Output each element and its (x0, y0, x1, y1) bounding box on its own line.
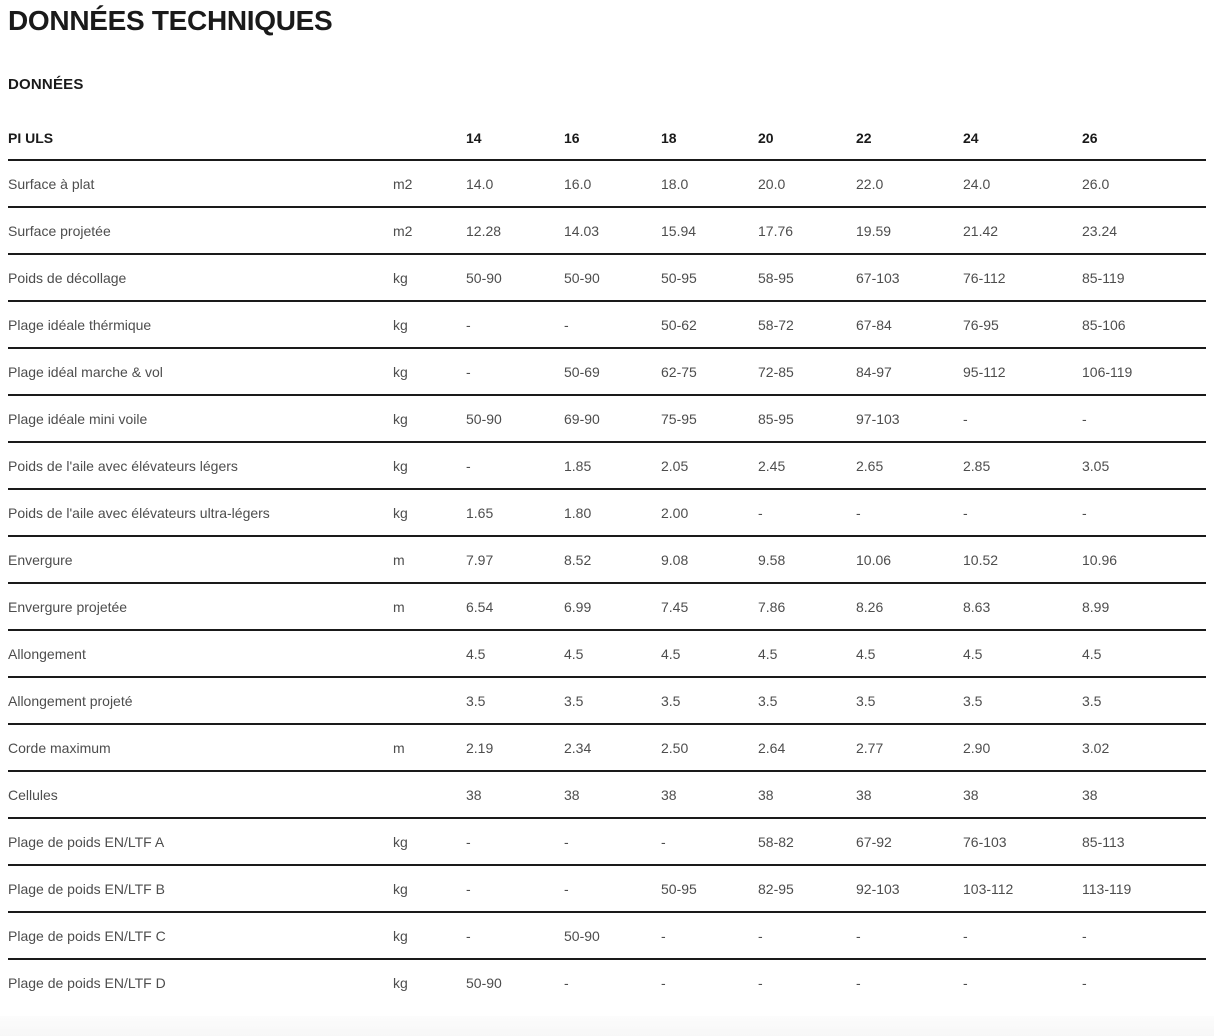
row-label: Cellules (8, 771, 393, 818)
row-value: 50-62 (661, 301, 758, 348)
row-label: Plage idéale mini voile (8, 395, 393, 442)
row-value: - (963, 912, 1082, 959)
row-value: 2.85 (963, 442, 1082, 489)
table-header-size: 24 (963, 130, 1082, 160)
row-value: 1.80 (564, 489, 661, 536)
table-header-size: 16 (564, 130, 661, 160)
row-value: 75-95 (661, 395, 758, 442)
row-value: 85-119 (1082, 254, 1206, 301)
row-value: 1.85 (564, 442, 661, 489)
row-value: 2.64 (758, 724, 856, 771)
table-row (8, 301, 1206, 348)
row-value: 38 (661, 771, 758, 818)
row-value: 58-72 (758, 301, 856, 348)
row-unit: kg (393, 254, 466, 301)
row-unit: kg (393, 865, 466, 912)
row-unit: kg (393, 348, 466, 395)
row-unit: kg (393, 301, 466, 348)
row-value: 72-85 (758, 348, 856, 395)
row-label: Plage de poids EN/LTF A (8, 818, 393, 865)
row-label: Plage idéal marche & vol (8, 348, 393, 395)
section-title: DONNÉES (8, 76, 84, 93)
row-value: 58-82 (758, 818, 856, 865)
row-value: 14.03 (564, 207, 661, 254)
row-value: 8.26 (856, 583, 963, 630)
row-value: 2.45 (758, 442, 856, 489)
row-value: 50-90 (466, 395, 564, 442)
row-value: - (661, 912, 758, 959)
row-value: - (466, 442, 564, 489)
row-value: 3.05 (1082, 442, 1206, 489)
technical-data-page (0, 4, 1214, 1006)
table-row (8, 724, 1206, 771)
row-value: - (1082, 912, 1206, 959)
row-value: 62-75 (661, 348, 758, 395)
row-value: 10.96 (1082, 536, 1206, 583)
row-unit (393, 630, 466, 677)
row-value: 50-90 (466, 975, 502, 991)
row-value: - (963, 489, 1082, 536)
row-label: Surface à plat (8, 160, 393, 207)
row-label: Plage de poids EN/LTF D (8, 975, 166, 991)
table-row (8, 207, 1206, 254)
table-row (8, 254, 1206, 301)
row-value: 92-103 (856, 865, 963, 912)
row-unit: m2 (393, 207, 466, 254)
row-value: - (661, 818, 758, 865)
row-value: 17.76 (758, 207, 856, 254)
row-value: 84-97 (856, 348, 963, 395)
table-row (8, 348, 1206, 395)
row-value: - (564, 865, 661, 912)
row-value: 2.90 (963, 724, 1082, 771)
row-value: - (564, 818, 661, 865)
row-value: - (466, 865, 564, 912)
row-value: 2.00 (661, 489, 758, 536)
row-value: - (1082, 975, 1087, 991)
row-value: 3.5 (661, 677, 758, 724)
table-header-unit (393, 130, 466, 160)
row-unit: m2 (393, 160, 466, 207)
row-value: 95-112 (963, 348, 1082, 395)
page-title: DONNÉES TECHNIQUES (8, 5, 333, 36)
row-value: 3.5 (963, 677, 1082, 724)
row-value: 2.77 (856, 724, 963, 771)
table-header (8, 130, 1206, 160)
row-value: - (1082, 395, 1206, 442)
row-unit: kg (393, 442, 466, 489)
row-value: 85-106 (1082, 301, 1206, 348)
row-value: 113-119 (1082, 865, 1206, 912)
row-unit: m (393, 536, 466, 583)
row-value: 106-119 (1082, 348, 1206, 395)
row-value: - (661, 975, 666, 991)
row-value: 50-90 (564, 254, 661, 301)
row-value: 21.42 (963, 207, 1082, 254)
row-value: 67-92 (856, 818, 963, 865)
row-unit (393, 771, 466, 818)
row-unit: kg (393, 912, 466, 959)
table-header-size: 22 (856, 130, 963, 160)
row-value: 4.5 (466, 630, 564, 677)
row-value: - (856, 975, 861, 991)
row-label: Envergure projetée (8, 583, 393, 630)
row-value: 76-103 (963, 818, 1082, 865)
table-row (8, 818, 1206, 865)
row-value: 14.0 (466, 160, 564, 207)
row-label: Envergure (8, 536, 393, 583)
row-value: 50-90 (564, 912, 661, 959)
row-value: 3.02 (1082, 724, 1206, 771)
row-value: - (856, 489, 963, 536)
table-row (8, 489, 1206, 536)
row-label: Poids de décollage (8, 254, 393, 301)
row-value: - (963, 395, 1082, 442)
table-header-size: 14 (466, 130, 564, 160)
row-value: - (758, 912, 856, 959)
row-value: 38 (758, 771, 856, 818)
table-row (8, 771, 1206, 818)
table-body (8, 160, 1206, 1006)
row-value: - (758, 489, 856, 536)
row-label: Poids de l'aile avec élévateurs légers (8, 442, 393, 489)
row-value: 7.45 (661, 583, 758, 630)
row-value: 4.5 (963, 630, 1082, 677)
table-row (8, 442, 1206, 489)
row-label: Poids de l'aile avec élévateurs ultra-légers (8, 489, 393, 536)
table-row (8, 865, 1206, 912)
row-value: 2.19 (466, 724, 564, 771)
footer-band (0, 1016, 1214, 1036)
row-value: 18.0 (661, 160, 758, 207)
row-value: 38 (466, 771, 564, 818)
row-value: - (466, 818, 564, 865)
row-value: 2.05 (661, 442, 758, 489)
row-value: - (564, 975, 569, 991)
row-label: Corde maximum (8, 724, 393, 771)
row-unit (393, 677, 466, 724)
row-value: 1.65 (466, 489, 564, 536)
row-value: 103-112 (963, 865, 1082, 912)
tech-data-table (8, 130, 1206, 1006)
row-value: 16.0 (564, 160, 661, 207)
row-value: 19.59 (856, 207, 963, 254)
row-unit: kg (393, 395, 466, 442)
row-value: 6.54 (466, 583, 564, 630)
row-value: 76-95 (963, 301, 1082, 348)
row-value: 6.99 (564, 583, 661, 630)
row-value: 76-112 (963, 254, 1082, 301)
row-value: - (564, 301, 661, 348)
row-label: Allongement (8, 630, 393, 677)
table-header-model: PI ULS (8, 130, 393, 160)
table-row (8, 583, 1206, 630)
table-row (8, 912, 1206, 959)
row-value: 20.0 (758, 160, 856, 207)
row-value: 3.5 (564, 677, 661, 724)
row-value: 10.06 (856, 536, 963, 583)
table-header-size: 26 (1082, 130, 1206, 160)
row-label: Surface projetée (8, 207, 393, 254)
row-value: 85-113 (1082, 818, 1206, 865)
table-header-size: 18 (661, 130, 758, 160)
row-value: 3.5 (856, 677, 963, 724)
row-value: 7.97 (466, 536, 564, 583)
row-value: - (856, 912, 963, 959)
row-unit: m (393, 583, 466, 630)
row-value: 3.5 (758, 677, 856, 724)
row-value: - (466, 348, 564, 395)
row-value: 4.5 (1082, 630, 1206, 677)
row-value: 8.99 (1082, 583, 1206, 630)
row-value: 67-84 (856, 301, 963, 348)
row-label: Plage de poids EN/LTF B (8, 865, 393, 912)
table-row (8, 630, 1206, 677)
row-value: 10.52 (963, 536, 1082, 583)
row-value: 67-103 (856, 254, 963, 301)
row-value: 97-103 (856, 395, 963, 442)
row-unit: kg (393, 489, 466, 536)
row-value: 38 (856, 771, 963, 818)
row-value: 9.08 (661, 536, 758, 583)
row-label: Plage idéale thérmique (8, 301, 393, 348)
row-label: Plage de poids EN/LTF C (8, 912, 393, 959)
row-value: 3.5 (1082, 677, 1206, 724)
row-value: 24.0 (963, 160, 1082, 207)
row-value: 50-95 (661, 865, 758, 912)
row-value: - (963, 975, 968, 991)
table-row (8, 677, 1206, 724)
row-value: - (1082, 489, 1206, 536)
table-row (8, 536, 1206, 583)
row-value: 82-95 (758, 865, 856, 912)
row-value: 50-69 (564, 348, 661, 395)
row-value: 9.58 (758, 536, 856, 583)
row-value: 38 (564, 771, 661, 818)
row-value: 12.28 (466, 207, 564, 254)
row-unit: kg (393, 975, 408, 991)
row-value: 50-90 (466, 254, 564, 301)
table-header-row (8, 130, 1206, 160)
row-value: 4.5 (758, 630, 856, 677)
row-value: 8.52 (564, 536, 661, 583)
row-value: 38 (1082, 771, 1206, 818)
table-row (8, 160, 1206, 207)
row-value: 22.0 (856, 160, 963, 207)
row-value: 69-90 (564, 395, 661, 442)
row-value: 8.63 (963, 583, 1082, 630)
row-value: 38 (963, 771, 1082, 818)
row-value: 58-95 (758, 254, 856, 301)
row-label: Allongement projeté (8, 677, 393, 724)
row-value: 3.5 (466, 677, 564, 724)
table-row (8, 395, 1206, 442)
row-value: 4.5 (564, 630, 661, 677)
table-header-size: 20 (758, 130, 856, 160)
row-value: 2.50 (661, 724, 758, 771)
row-value: 7.86 (758, 583, 856, 630)
row-value: - (758, 975, 763, 991)
row-value: 50-95 (661, 254, 758, 301)
row-value: 4.5 (661, 630, 758, 677)
row-value: 2.65 (856, 442, 963, 489)
row-value: 15.94 (661, 207, 758, 254)
row-value: 2.34 (564, 724, 661, 771)
row-value: 26.0 (1082, 160, 1206, 207)
row-unit: kg (393, 818, 466, 865)
row-value: 23.24 (1082, 207, 1206, 254)
table-row (8, 959, 1206, 1006)
row-value: - (466, 301, 564, 348)
row-value: 4.5 (856, 630, 963, 677)
row-value: - (466, 912, 564, 959)
row-value: 85-95 (758, 395, 856, 442)
row-unit: m (393, 724, 466, 771)
